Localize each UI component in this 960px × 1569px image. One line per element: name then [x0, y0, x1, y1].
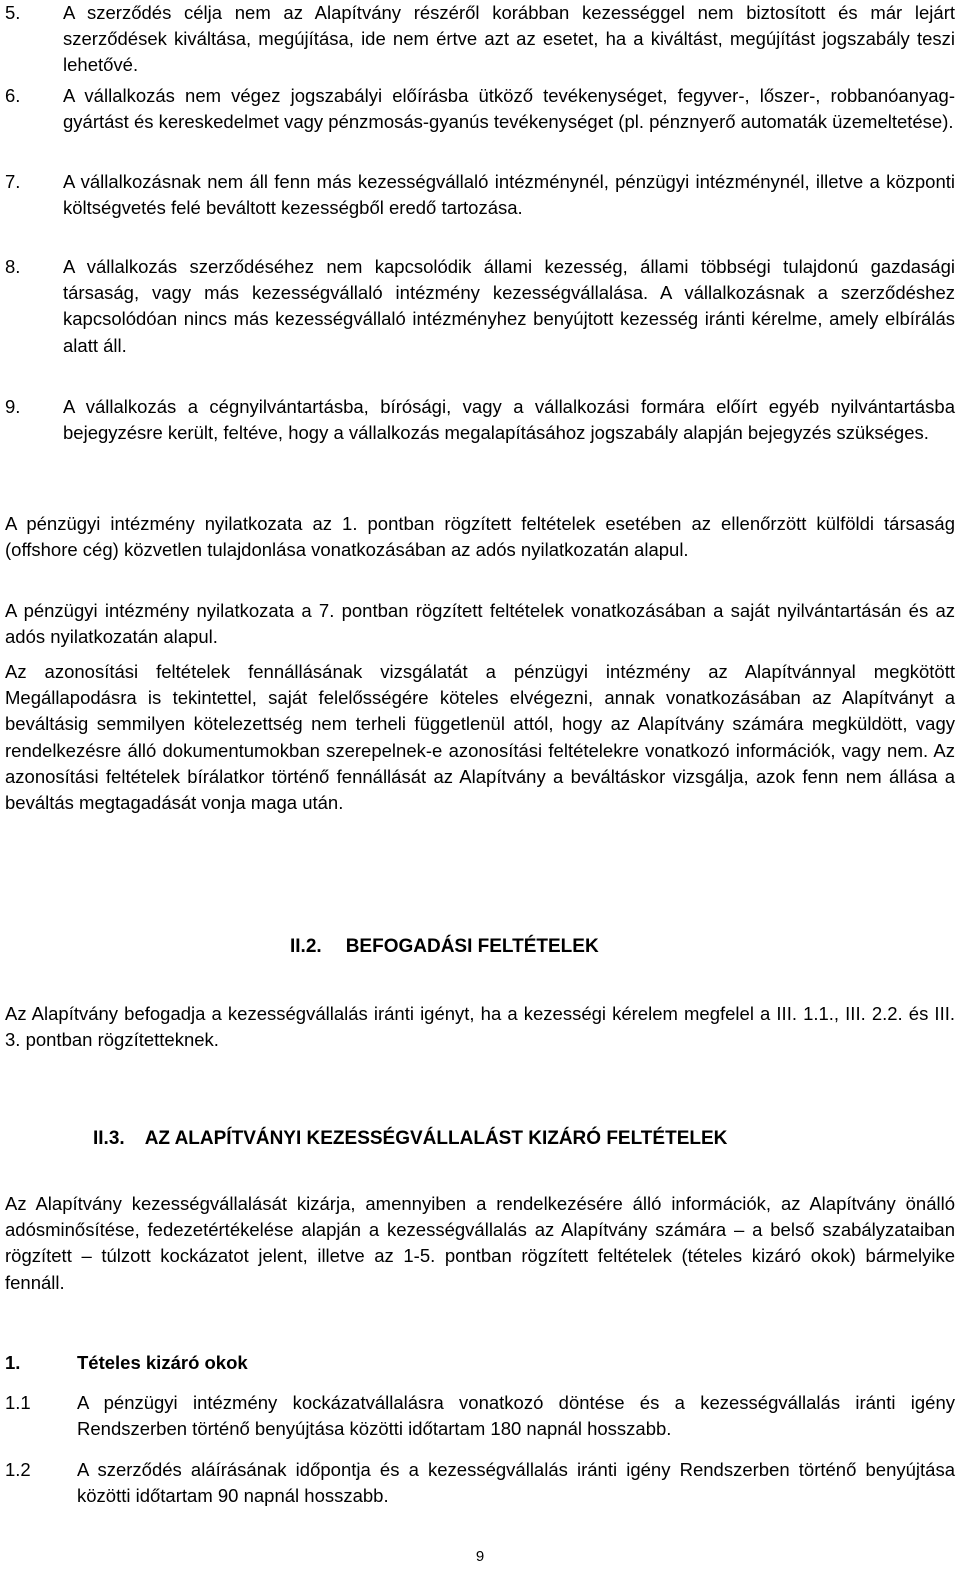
- item-text: A vállalkozás a cégnyilvántartásba, bírósági, vagy a vállalkozási formára előírt egyéb nyilvántartásba bejegyzésre került, feltéve, hogy a vállalkozás megalapításához jogszabály alapján bejegyzés szükséges.: [63, 396, 955, 444]
- list-item: [5, 0, 955, 79]
- subsection-title: Tételes kizáró okok: [77, 1352, 248, 1373]
- section-heading: [290, 934, 599, 960]
- item-text: A szerződés célja nem az Alapítvány részéről korábban kezességgel nem biztosított és már lejárt szerződések kiváltása, megújítása, ide nem értve azt az esetet, ha a kiváltást, megújítást jogszabály teszi lehetővé.: [63, 2, 955, 76]
- list-item: [5, 83, 955, 135]
- item-number: 1.1: [5, 1392, 31, 1413]
- item-number: 8.: [5, 256, 21, 277]
- item-text: A vállalkozás szerződéséhez nem kapcsolódik állami kezesség, állami többségi tulajdonú gazdasági társaság, vagy más kezességvállaló intézmény kezességvállalása. A vállalkozásnak a szerződéshez kapcsolódóan nincs más kezességvállaló intézményhez benyújtott kezesség iránti kérelme, amely elbírálás alatt áll.: [63, 256, 955, 356]
- section-title: BEFOGADÁSI FELTÉTELEK: [345, 936, 599, 957]
- item-number: 6.: [5, 85, 21, 106]
- section-title: AZ ALAPÍTVÁNYI KEZESSÉGVÁLLALÁST KIZÁRÓ FELTÉTELEK: [144, 1128, 728, 1149]
- subsection-number: 1.: [5, 1352, 21, 1373]
- paragraph: Az Alapítvány befogadja a kezességvállalás iránti igényt, ha a kezességi kérelem megfelel a III. 1.1., III. 2.2. és III. 3. pontban rögzítetteknek.: [5, 1003, 955, 1051]
- section-number: II.3.: [93, 1128, 125, 1149]
- item-number: 1.2: [5, 1459, 31, 1480]
- item-text: A szerződés aláírásának időpontja és a kezességvállalás iránti igény Rendszerben történő benyújtása közötti időtartam 90 napnál hosszabb.: [77, 1459, 955, 1507]
- item-text: A pénzügyi intézmény kockázatvállalásra vonatkozó döntése és a kezességvállalás iránti igény Rendszerben történő benyújtása közötti időtartam 180 napnál hosszabb.: [77, 1392, 955, 1440]
- subsection-heading: [5, 1350, 248, 1376]
- item-text: A vállalkozás nem végez jogszabályi előírásba ütköző tevékenységet, fegyver-, lőszer-, robbanóanyag-gyártást és kereskedelmet vagy pénzmosás-gyanús tevékenységet (pl. pénznyerő automaták üzemeltetése).: [63, 85, 955, 133]
- list-item: [5, 254, 955, 359]
- item-text: A vállalkozásnak nem áll fenn más kezességvállaló intézménynél, pénzügyi intézménynél, illetve a központi költségvetés felé beváltott kezességből eredő tartozása.: [63, 171, 955, 219]
- list-item: [5, 1457, 955, 1509]
- item-number: 5.: [5, 2, 21, 23]
- paragraph: A pénzügyi intézmény nyilatkozata a 7. pontban rögzített feltételek vonatkozásában a saját nyilvántartásán és az adós nyilatkozatán alapul.: [5, 600, 955, 648]
- paragraph: Az azonosítási feltételek fennállásának vizsgálatát a pénzügyi intézmény az Alapítvánnyal megkötött Megállapodásra is tekintettel, saját felelősségére köteles elvégezni, annak vonatkozásában az Alapítványt a beváltásig semmilyen kötelezettség nem terheli függetlenül attól, hogy az Alapítvány számára megküldött, vagy rendelkezésre álló dokumentumokban szerepelnek-e azonosítási feltételekre vonatkozó információk, vagy nem. Az azonosítási feltételek bírálatkor történő fennállását az Alapítvány a beváltáskor vizsgálja, azok fenn nem állása a beváltás megtagadását vonja maga után.: [5, 661, 955, 814]
- list-item: [5, 394, 955, 446]
- list-item: [5, 1390, 955, 1442]
- paragraph: A pénzügyi intézmény nyilatkozata az 1. pontban rögzített feltételek esetében az ellenőrzött külföldi társaság (offshore cég) közvetlen tulajdonlása vonatkozásában az adós nyilatkozatán alapul.: [5, 513, 955, 561]
- page-number: 9: [475, 1548, 485, 1565]
- list-item: [5, 169, 955, 221]
- paragraph: Az Alapítvány kezességvállalását kizárja, amennyiben a rendelkezésére álló információk, az Alapítvány önálló adósminősítése, fedezetértékelése alapján a kezességvállalás az Alapítvány számára – a belső szabályzataiban rögzített – túlzott kockázatot jelent, illetve az 1-5. pontban rögzített feltételek (tételes kizáró okok) bármelyike fennáll.: [5, 1193, 955, 1293]
- section-number: II.2.: [290, 936, 322, 957]
- item-number: 9.: [5, 396, 21, 417]
- item-number: 7.: [5, 171, 21, 192]
- section-heading: [93, 1126, 727, 1152]
